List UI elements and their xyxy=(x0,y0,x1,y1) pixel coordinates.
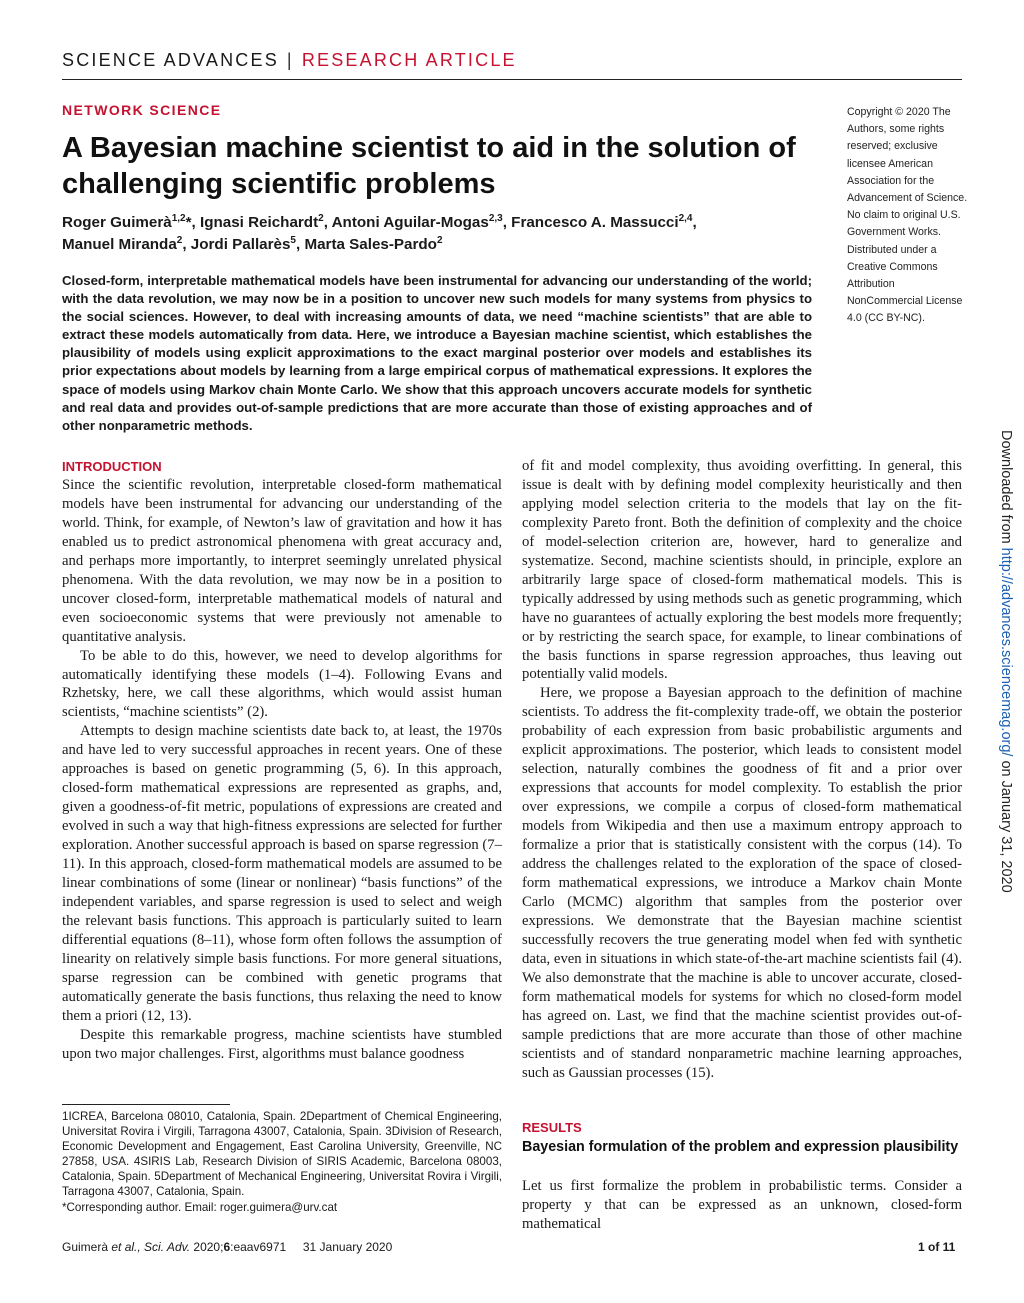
paragraph: Despite this remarkable progress, machine scientists have stumbled upon two major challenges. First, algorithms must balance goodness xyxy=(62,1026,502,1062)
paragraph: Let us first formalize the problem in probabilistic terms. Consider a property y that can be expressed as an unknown, closed-form mathematical xyxy=(522,1178,962,1232)
author-name: Francesco A. Massucci xyxy=(511,214,679,231)
author-affiliation: 5 xyxy=(290,234,296,246)
article-type: RESEARCH ARTICLE xyxy=(301,50,517,70)
author-separator: , xyxy=(295,236,305,253)
download-prefix: Downloaded from xyxy=(998,430,1014,548)
header-rule xyxy=(62,79,962,80)
paragraph: of fit and model complexity, thus avoiding overfitting. In general, this issue is dealt with by defining model complexity heuristically and then applying model selection criteria to the models that lay on the fit-complexity Pareto front. Both the definition of complexity and the choice of model-selection criterion are, however, hard to generalize and systematize. Second, machine scientists should, in principle, explore an arbitrarily large space of closed-form mathematical models. This is typically addressed by using methods such as genetic programming, which have no guarantees of actually exploring the best models more frequently; or by restricting the search space, for example, to linear combinations of the basis functions in sparse regression approaches, thus leaving out potentially valid models. xyxy=(522,458,962,683)
affiliations: 1ICREA, Barcelona 08010, Catalonia, Spain. 2Department of Chemical Engineering, Universitat Rovira i Virgili, Tarragona 43007, Catalonia, Spain. 3Division of Research, Economic Development and Engagement, East Carolina University, Greenville, NC 27858, USA. 4SIRIS Lab, Research Division of SIRIS Academic, Barcelona 08003, Catalonia, Spain. 5Department of Mechanical Engineering, Universitat Rovira i Virgili, Tarragona 43007, Catalonia, Spain. xyxy=(62,1110,502,1199)
author-line-1 xyxy=(62,212,822,234)
author-affiliation: 2,4 xyxy=(678,212,693,224)
article-title: A Bayesian machine scientist to aid in the solution of challenging scientific problems xyxy=(62,132,796,200)
download-link[interactable]: http://advances.sciencemag.org/ xyxy=(998,547,1014,757)
author-affiliation: 2 xyxy=(176,234,183,246)
footnotes xyxy=(62,1109,502,1215)
author-affiliation: 1,2 xyxy=(171,212,186,224)
footer-year: 2020; xyxy=(190,1240,224,1254)
paragraph: Here, we propose a Bayesian approach to the definition of machine scientists. To address the fit-complexity trade-off, we obtain the posterior probability of each expression from basic probabilistic arguments and explicit approximations. The posterior, which leads to consistent model selection, naturally combines the goodness of fit and a prior over expressions that accounts for model complexity. To establish the prior over expressions, we compile a corpus of closed-form mathematical models from Wikipedia and then use a maximum entropy approach to formalize a prior that is statistically consistent with the corpus (14). To address the challenges related to the exploration of the space of closed-form mathematical expressions, we introduce a Markov chain Monte Carlo (MCMC) algorithm that samples from the posterior over expressions. We demonstrate that the Bayesian machine scientist successfully recovers the true generating model when fed with synthetic data, even in situations in which state-of-the-art machine scientists fail (4). We also demonstrate that the machine is able to uncover accurate, closed-form mathematical models for systems for which no closed-form model has agreed on. Last, we find that the machine scientist provides out-of-sample predictions that are more accurate than those of other machine scientists and of standard nonparametric machine learning approaches, such as Gaussian processes (15). xyxy=(522,685,962,1081)
footer-journal: , Sci. Adv. xyxy=(137,1240,191,1254)
author-separator: , xyxy=(323,214,332,231)
abstract: Closed-form, interpretable mathematical models have been instrumental for advancing our understanding of the world; with the data revolution, we may now be in a position to uncover new such models for many systems from physics to the social sciences. However, to deal with increasing amounts of data, we need “machine scientists” that are able to extract these models automatically from data. Here, we introduce a Bayesian machine scientist, which establishes the plausibility of models using explicit approximations to the exact marginal posterior over models and establishes its prior expectations about models by learning from a large empirical corpus of mathematical expressions. It explores the space of models using Markov chain Monte Carlo. We show that this approach uncovers accurate models for synthetic and real data and provides out-of-sample predictions that are more accurate than those of existing approaches and of other nonparametric methods. xyxy=(62,273,812,433)
author-separator: , xyxy=(502,214,512,231)
right-column-body xyxy=(522,457,962,1082)
footer-etal: et al. xyxy=(108,1240,138,1254)
footer-authors: Guimerà xyxy=(62,1240,109,1254)
journal-header xyxy=(62,50,517,71)
author-separator: , xyxy=(692,214,697,231)
results-body xyxy=(522,1177,962,1234)
author-name: Jordi Pallarès xyxy=(190,236,291,253)
page-number: 1 of 11 xyxy=(918,1240,956,1254)
section-label: NETWORK SCIENCE xyxy=(62,102,222,118)
header-separator: | xyxy=(286,50,294,70)
download-notice xyxy=(998,430,1014,893)
author-name: Ignasi Reichardt xyxy=(199,214,319,231)
author-name: Roger Guimerà xyxy=(62,214,172,231)
footer-date: 31 January 2020 xyxy=(302,1240,393,1254)
author-separator: *, xyxy=(185,214,200,231)
author-line-2 xyxy=(62,234,822,256)
copyright-notice: Copyright © 2020 The Authors, some rights reserved; exclusive licensee American Association for the Advancement of Science. No claim to original U.S. Government Works. Distributed under a Creative Commons Attribution NonCommercial License 4.0 (CC BY-NC). xyxy=(847,106,968,325)
paragraph: Since the scientific revolution, interpretable closed-form mathematical models have been instrumental for advancing our understanding of the world. Think, for example, of Newton’s law of gravitation and how it has enabled us to predict astronomical phenomena with great accuracy and, and perhaps more importantly, to interpret seemingly unrelated physical phenomena. With the data revolution, we may now be in a position to uncover closed-form, interpretable mathematical models of natural and even socioeconomic systems that were previously not amenable to quantitative analysis. xyxy=(62,477,502,645)
author-affiliation: 2 xyxy=(318,212,324,224)
author-list xyxy=(62,212,822,256)
download-date: on January 31, 2020 xyxy=(998,756,1014,893)
download-sidebar xyxy=(984,430,1024,893)
author-name: Antoni Aguilar-Mogas xyxy=(331,214,489,231)
author-affiliation: 2,3 xyxy=(488,212,503,224)
citation-footer xyxy=(62,1240,392,1254)
author-name: Manuel Miranda xyxy=(62,236,177,253)
paragraph: To be able to do this, however, we need to develop algorithms for automatically identifying these models (1–4). Following Evans and Rzhetsky, here, we call these algorithms, which would assist human scientists, “machine scientists” (2). xyxy=(62,647,502,721)
left-column-body xyxy=(62,476,502,1064)
author-affiliation: 2 xyxy=(436,234,443,246)
subsection-heading: Bayesian formulation of the problem and expression plausibility xyxy=(522,1139,959,1155)
footer-article-id: :eaav6971 xyxy=(230,1240,287,1254)
results-heading: RESULTS xyxy=(522,1120,582,1135)
footer-volume: 6 xyxy=(223,1240,231,1254)
journal-name: SCIENCE ADVANCES xyxy=(62,50,279,70)
paragraph: Attempts to design machine scientists date back to, at least, the 1970s and have led to very successful approaches in recent years. One of these approaches is based on genetic programming (5, 6). In this approach, closed-form mathematical expressions are represented as graphs, and, given a goodness-of-fit metric, populations of expressions are created and evolved in such a way that high-fitness expressions are selected for further exploration. Another successful approach is based on sparse regression (7–11). In this approach, closed-form mathematical models are assumed to be linear combinations of some (linear or nonlinear) “basis functions” of the independent variables, and sparse regression is used to select and weigh the relevant basis functions. This approach is particularly suited to learn differential equations (8–11), whose form often follows the assumption of linearity on relatively simple basis functions. For more general situations, sparse regression can be combined with genetic programs that automatically generate the basis functions, thus relaxing the need to know them a priori (12, 13). xyxy=(62,723,502,1024)
introduction-heading: INTRODUCTION xyxy=(62,459,162,474)
corresponding-author: *Corresponding author. Email: roger.guimera@urv.cat xyxy=(62,1200,338,1214)
author-name: Marta Sales-Pardo xyxy=(304,236,437,253)
footnote-rule xyxy=(62,1104,230,1105)
author-separator: , xyxy=(182,236,191,253)
